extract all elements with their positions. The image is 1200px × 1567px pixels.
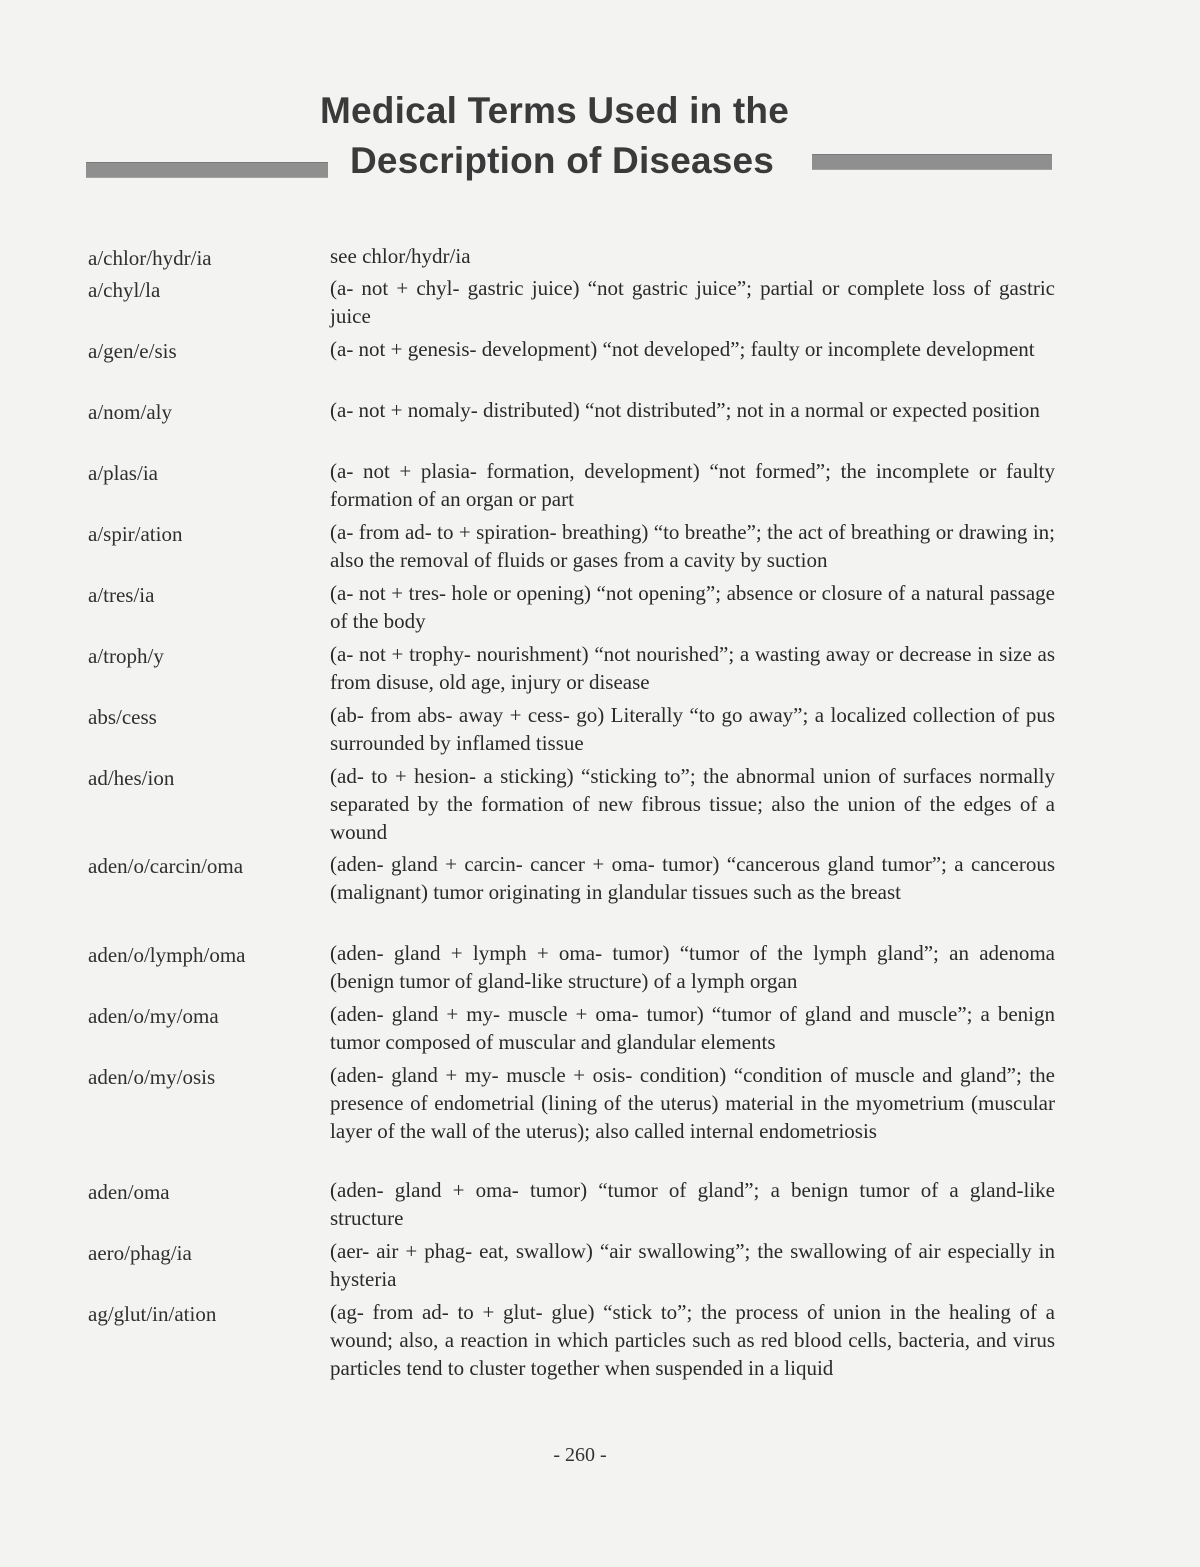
glossary-definition: (aden- gland + carcin- cancer + oma- tumor) “cancerous gland tumor”; a cancerous (malignant) tumor originating in glandular tissues such as the breast (330, 852, 1055, 904)
glossary-term: a/tres/ia (88, 583, 155, 607)
glossary-definition: (a- not + chyl- gastric juice) “not gastric juice”; partial or complete loss of gastric juice (330, 276, 1055, 328)
glossary-term: aden/oma (88, 1180, 170, 1204)
glossary-term: ag/glut/in/ation (88, 1302, 217, 1326)
glossary-definition: (ad- to + hesion- a sticking) “sticking to”; the abnormal union of surfaces normally separated by the formation of new fibrous tissue; also the union of the edges of a wound (330, 764, 1055, 844)
glossary-definition: (ab- from abs- away + cess- go) Literally “to go away”; a localized collection of pus surrounded by inflamed tissue (330, 703, 1055, 755)
glossary-definition: (a- not + genesis- development) “not developed”; faulty or incomplete development (330, 337, 1035, 361)
glossary-definition: (aden- gland + my- muscle + oma- tumor) “tumor of gland and muscle”; a benign tumor composed of muscular and glandular elements (330, 1002, 1055, 1054)
glossary-term: a/chlor/hydr/ia (88, 246, 212, 270)
page-title-line-1: Medical Terms Used in the (320, 90, 789, 131)
decorative-rule-left (86, 162, 328, 178)
title-block (0, 86, 1200, 196)
decorative-rule-right (812, 154, 1052, 170)
page-title-line-2: Description of Diseases (350, 140, 775, 181)
page-number: - 260 - (553, 1444, 607, 1466)
glossary-term: aden/o/my/osis (88, 1065, 216, 1089)
glossary-definition: (aer- air + phag- eat, swallow) “air swallowing”; the swallowing of air especially in hysteria (330, 1239, 1055, 1291)
glossary-definition: (a- from ad- to + spiration- breathing) “to breathe”; the act of breathing or drawing in; also the removal of fluids or gases from a cavity by suction (330, 520, 1055, 572)
glossary-definition: (aden- gland + my- muscle + osis- condition) “condition of muscle and gland”; the presence of endometrial (lining of the uterus) material in the myometrium (muscular layer of the wall of the uterus); also called internal endometriosis (330, 1063, 1055, 1143)
glossary-term: a/chyl/la (88, 278, 161, 302)
glossary-term: aden/o/lymph/oma (88, 943, 246, 967)
glossary-definition: (a- not + nomaly- distributed) “not distributed”; not in a normal or expected position (330, 398, 1040, 422)
glossary-term: a/plas/ia (88, 461, 158, 485)
glossary-definition: see chlor/hydr/ia (330, 244, 471, 268)
glossary-term: aden/o/carcin/oma (88, 854, 244, 878)
glossary-term: aero/phag/ia (88, 1241, 192, 1265)
glossary-definition: (a- not + trophy- nourishment) “not nourished”; a wasting away or decrease in size as from disuse, old age, injury or disease (330, 642, 1055, 694)
glossary-term: a/nom/aly (88, 400, 172, 424)
glossary-definition: (ag- from ad- to + glut- glue) “stick to”; the process of union in the healing of a wound; also, a reaction in which particles such as red blood cells, bacteria, and virus particles tend to cluster together when suspended in a liquid (330, 1300, 1055, 1380)
glossary-term: a/troph/y (88, 644, 164, 668)
glossary-definition: (a- not + tres- hole or opening) “not opening”; absence or closure of a natural passage of the body (330, 581, 1055, 633)
glossary-definition: (aden- gland + lymph + oma- tumor) “tumor of the lymph gland”; an adenoma (benign tumor of gland-like structure) of a lymph organ (330, 941, 1055, 993)
glossary-term: abs/cess (88, 705, 157, 729)
glossary-term: aden/o/my/oma (88, 1004, 219, 1028)
glossary-term: a/gen/e/sis (88, 339, 177, 363)
glossary-term: a/spir/ation (88, 522, 183, 546)
glossary-definition: (aden- gland + oma- tumor) “tumor of gland”; a benign tumor of a gland-like structure (330, 1178, 1055, 1230)
glossary-definition: (a- not + plasia- formation, development) “not formed”; the incomplete or faulty formation of an organ or part (330, 459, 1055, 511)
glossary-term: ad/hes/ion (88, 766, 175, 790)
